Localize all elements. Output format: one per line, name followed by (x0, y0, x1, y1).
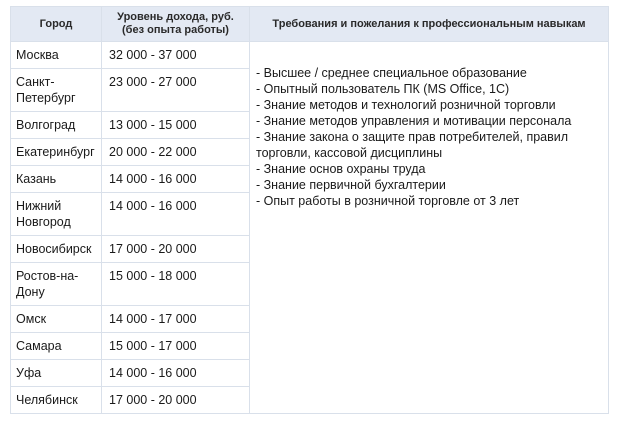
salary-cell: 20 000 - 22 000 (102, 139, 250, 166)
header-salary (102, 7, 250, 42)
salary-cell: 14 000 - 16 000 (102, 166, 250, 193)
header-salary-line2: (без опыта работы) (122, 24, 229, 36)
requirement-item: - Опытный пользователь ПК (MS Office, 1С) (256, 82, 510, 96)
salary-cell: 13 000 - 15 000 (102, 112, 250, 139)
header-salary-line1: Уровень дохода, руб. (117, 11, 234, 23)
requirement-item: - Знание основ охраны труда (256, 162, 426, 176)
salary-cell: 17 000 - 20 000 (102, 236, 250, 263)
table-row (11, 42, 609, 69)
city-cell: Новосибирск (11, 236, 102, 263)
salary-requirements-table (10, 6, 609, 414)
city-cell: Екатеринбург (11, 139, 102, 166)
city-cell: Волгоград (11, 112, 102, 139)
header-row (11, 7, 609, 42)
salary-cell: 17 000 - 20 000 (102, 387, 250, 414)
city-cell: Нижний Новгород (11, 193, 102, 236)
requirements-cell (250, 42, 609, 414)
salary-requirements-table-wrapper (10, 6, 608, 414)
header-city: Город (11, 7, 102, 42)
requirement-item: - Знание методов управления и мотивации персонала (256, 114, 572, 128)
city-cell: Самара (11, 333, 102, 360)
requirement-item: - Высшее / среднее специальное образование (256, 66, 527, 80)
salary-cell: 14 000 - 17 000 (102, 306, 250, 333)
city-cell: Москва (11, 42, 102, 69)
salary-cell: 14 000 - 16 000 (102, 193, 250, 236)
salary-cell: 15 000 - 17 000 (102, 333, 250, 360)
city-cell: Казань (11, 166, 102, 193)
city-cell: Челябинск (11, 387, 102, 414)
salary-cell: 23 000 - 27 000 (102, 69, 250, 112)
requirement-item: - Знание закона о защите прав потребителей, правил торговли, кассовой дисциплины (256, 130, 569, 160)
city-cell: Уфа (11, 360, 102, 387)
city-cell: Ростов-на-Дону (11, 263, 102, 306)
city-cell: Омск (11, 306, 102, 333)
salary-cell: 15 000 - 18 000 (102, 263, 250, 306)
requirement-item: - Знание методов и технологий розничной торговли (256, 98, 556, 112)
salary-cell: 14 000 - 16 000 (102, 360, 250, 387)
requirement-item: - Знание первичной бухгалтерии (256, 178, 446, 192)
city-cell: Санкт-Петербург (11, 69, 102, 112)
header-requirements: Требования и пожелания к профессиональным навыкам (250, 7, 609, 42)
requirement-item: - Опыт работы в розничной торговле от 3 лет (256, 194, 520, 208)
salary-cell: 32 000 - 37 000 (102, 42, 250, 69)
